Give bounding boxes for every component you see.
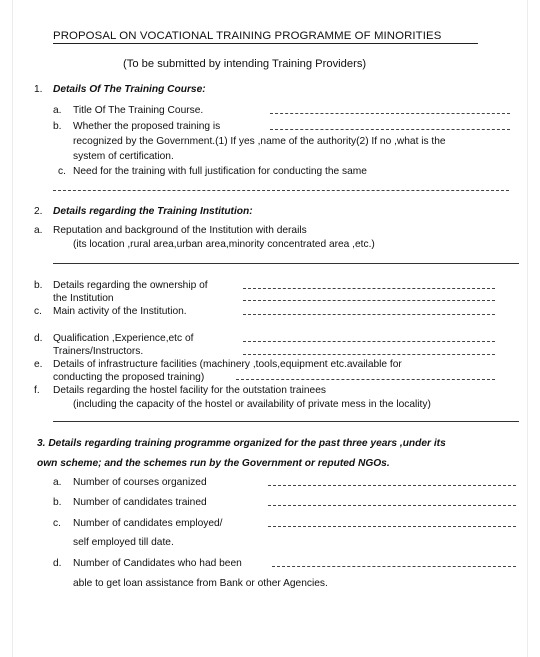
section1-c-marker: c. [58,166,66,177]
answer-line[interactable] [268,526,516,527]
section1-b-marker: b. [53,121,62,132]
answer-line[interactable] [243,288,495,289]
answer-line[interactable] [53,190,509,191]
answer-line[interactable] [270,113,510,114]
section1-b-text-cont2: system of certification. [73,151,174,162]
answer-line[interactable] [243,314,495,315]
section2-heading: Details regarding the Training Institution: [53,206,253,217]
section1-b-text-cont: recognized by the Government.(1) If yes ,name of the authority(2) If no ,what is the [73,136,446,147]
section2-a-text: Reputation and background of the Institution with derails [53,225,307,236]
answer-line[interactable] [268,485,516,486]
answer-line[interactable] [53,263,519,264]
section2-f-text-cont: (including the capacity of the hostel or availability of private mess in the locality) [73,399,431,410]
answer-line[interactable] [243,354,495,355]
section2-number: 2. [34,206,43,217]
section2-d-text-cont: Trainers/Instructors. [53,346,144,357]
section3-heading-line1: 3. Details regarding training programme organized for the past three years ,under its [37,438,446,449]
section3-a-text: Number of courses organized [73,477,207,488]
title-underline [53,43,478,44]
answer-line[interactable] [243,300,495,301]
document-title: PROPOSAL ON VOCATIONAL TRAINING PROGRAMME OF MINORITIES [53,30,442,42]
section2-d-marker: d. [34,333,43,344]
section1-c-text: Need for the training with full justification for conducting the same [73,166,367,177]
section2-e-text: Details of infrastructure facilities (machinery ,tools,equipment etc.available for [53,359,402,370]
section3-d-text-cont: able to get loan assistance from Bank or other Agencies. [73,578,328,589]
section3-b-text: Number of candidates trained [73,497,207,508]
section2-b-marker: b. [34,280,43,291]
section3-d-text: Number of Candidates who had been [73,558,242,569]
section3-d-marker: d. [53,558,62,569]
section2-a-marker: a. [34,225,43,236]
answer-line[interactable] [236,379,495,380]
section1-b-text: Whether the proposed training is [73,121,221,132]
answer-line[interactable] [53,421,519,422]
section2-c-text: Main activity of the Institution. [53,306,187,317]
section1-a-marker: a. [53,105,62,116]
answer-line[interactable] [272,566,516,567]
section3-c-text-cont: self employed till date. [73,537,174,548]
document-subtitle: (To be submitted by intending Training Providers) [123,58,367,70]
section2-d-text: Qualification ,Experience,etc of [53,333,194,344]
section2-f-marker: f. [34,385,40,396]
answer-line[interactable] [243,341,495,342]
section1-a-text: Title Of The Training Course. [73,105,204,116]
section2-e-text-cont: conducting the proposed training) [53,372,205,383]
section2-c-marker: c. [34,306,42,317]
section1-heading: Details Of The Training Course: [53,84,206,95]
section2-e-marker: e. [34,359,43,370]
section2-a-text-cont: (its location ,rural area,urban area,minority concentrated area ,etc.) [73,239,375,250]
section1-number: 1. [34,84,43,95]
answer-line[interactable] [270,129,510,130]
section3-b-marker: b. [53,497,62,508]
section2-b-text-cont: the Institution [53,293,114,304]
answer-line[interactable] [268,505,516,506]
section3-heading-line2: own scheme; and the schemes run by the Government or reputed NGOs. [37,458,390,469]
section3-c-marker: c. [53,518,61,529]
section3-a-marker: a. [53,477,62,488]
section2-b-text: Details regarding the ownership of [53,280,208,291]
section2-f-text: Details regarding the hostel facility for the outstation trainees [53,385,326,396]
section3-c-text: Number of candidates employed/ [73,518,223,529]
